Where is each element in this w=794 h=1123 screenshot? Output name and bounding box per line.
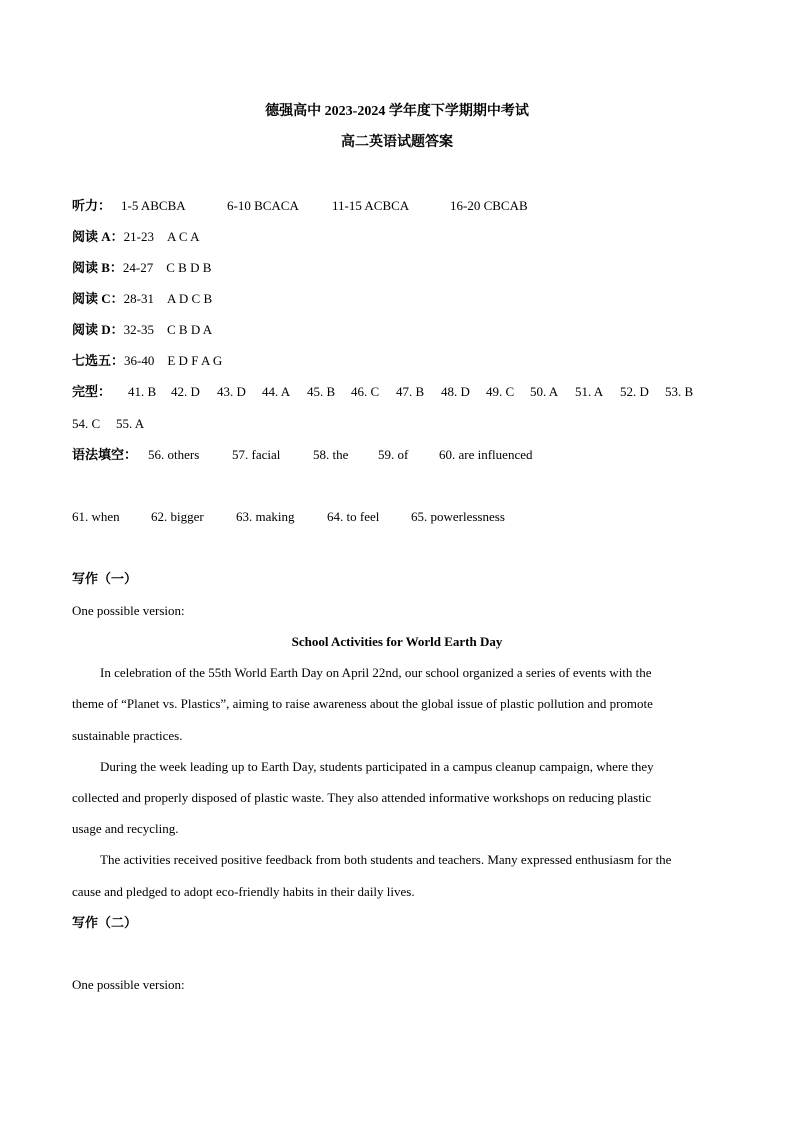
cloze-item: 45. B bbox=[307, 384, 336, 399]
essay-title: School Activities for World Earth Day bbox=[291, 634, 503, 649]
cloze-item: 43. D bbox=[217, 384, 246, 399]
cloze-item: 55. A bbox=[116, 416, 145, 431]
cloze-item: 52. D bbox=[620, 384, 649, 399]
listening-item: 11-15 ACBCA bbox=[332, 198, 410, 213]
listening-label: 听力： bbox=[72, 198, 112, 213]
reading-label: 阅读 C： bbox=[72, 291, 124, 306]
grammar-item: 58. the bbox=[313, 447, 349, 462]
reading-range: 24-27 bbox=[122, 260, 154, 275]
grammar-item: 64. to feel bbox=[327, 509, 380, 524]
exam-title: 德强高中 2023-2024 学年度下学期期中考试 bbox=[265, 104, 529, 119]
cloze-item: 41. B bbox=[128, 384, 157, 399]
reading-b-row bbox=[72, 260, 211, 276]
essay-line: cause and pledged to adopt eco-friendly habits in their daily lives. bbox=[72, 884, 415, 899]
grammar-item: 56. others bbox=[148, 447, 200, 462]
listening-row bbox=[72, 198, 111, 214]
seven-choose-five-range: 36-40 bbox=[124, 353, 155, 368]
seven-choose-five-label: 七选五： bbox=[72, 353, 125, 368]
answer-key-subtitle: 高二英语试题答案 bbox=[341, 135, 453, 150]
reading-c-row bbox=[72, 291, 212, 307]
essay-line: During the week leading up to Earth Day, students participated in a campus cleanup campaign, where they bbox=[100, 759, 654, 774]
reading-range: 32-35 bbox=[123, 322, 154, 337]
reading-answers: A C A bbox=[166, 229, 200, 244]
reading-answers: A D C B bbox=[166, 291, 213, 306]
essay-line: collected and properly disposed of plastic waste. They also attended informative workshops on reducing plastic bbox=[72, 790, 652, 805]
reading-label: 阅读 A： bbox=[72, 229, 124, 244]
reading-a-row bbox=[72, 229, 200, 245]
grammar-item: 61. when bbox=[72, 509, 120, 524]
cloze-item: 49. C bbox=[486, 384, 515, 399]
cloze-item: 48. D bbox=[441, 384, 470, 399]
listening-item: 16-20 CBCAB bbox=[450, 198, 528, 213]
essay-line: theme of “Planet vs. Plastics”, aiming to raise awareness about the global issue of plastic pollution and promote bbox=[72, 696, 653, 711]
essay-line: sustainable practices. bbox=[72, 728, 183, 743]
writing-one-version: One possible version: bbox=[72, 603, 185, 618]
essay-line: In celebration of the 55th World Earth Day on April 22nd, our school organized a series of events with the bbox=[100, 665, 652, 680]
reading-label: 阅读 B： bbox=[72, 260, 123, 275]
cloze-label: 完型： bbox=[72, 384, 112, 399]
writing-two-version: One possible version: bbox=[72, 977, 185, 992]
cloze-item: 44. A bbox=[262, 384, 291, 399]
cloze-item: 42. D bbox=[171, 384, 200, 399]
grammar-item: 65. powerlessness bbox=[411, 509, 505, 524]
reading-range: 28-31 bbox=[123, 291, 154, 306]
reading-label: 阅读 D： bbox=[72, 322, 124, 337]
cloze-item: 51. A bbox=[575, 384, 604, 399]
grammar-item: 62. bigger bbox=[151, 509, 204, 524]
cloze-item: 53. B bbox=[665, 384, 694, 399]
essay-line: The activities received positive feedback from both students and teachers. Many expressed enthusiasm for the bbox=[100, 852, 672, 867]
writing-one-label: 写作（一） bbox=[72, 571, 138, 586]
listening-item: 1-5 ABCBA bbox=[121, 198, 186, 213]
grammar-item: 57. facial bbox=[232, 447, 281, 462]
cloze-item: 47. B bbox=[396, 384, 425, 399]
grammar-label: 语法填空： bbox=[72, 447, 138, 462]
cloze-item: 46. C bbox=[351, 384, 380, 399]
seven-choose-five-answers: E D F A G bbox=[167, 353, 223, 368]
reading-answers: C B D B bbox=[166, 260, 212, 275]
reading-range: 21-23 bbox=[123, 229, 154, 244]
reading-d-row bbox=[72, 322, 212, 338]
listening-item: 6-10 BCACA bbox=[227, 198, 299, 213]
grammar-item: 59. of bbox=[378, 447, 409, 462]
grammar-item: 63. making bbox=[236, 509, 295, 524]
essay-line: usage and recycling. bbox=[72, 821, 179, 836]
writing-two-label: 写作（二） bbox=[72, 915, 138, 930]
seven-choose-five-row bbox=[72, 353, 222, 369]
reading-answers: C B D A bbox=[166, 322, 213, 337]
cloze-item: 54. C bbox=[72, 416, 101, 431]
cloze-item: 50. A bbox=[530, 384, 559, 399]
grammar-item: 60. are influenced bbox=[439, 447, 533, 462]
